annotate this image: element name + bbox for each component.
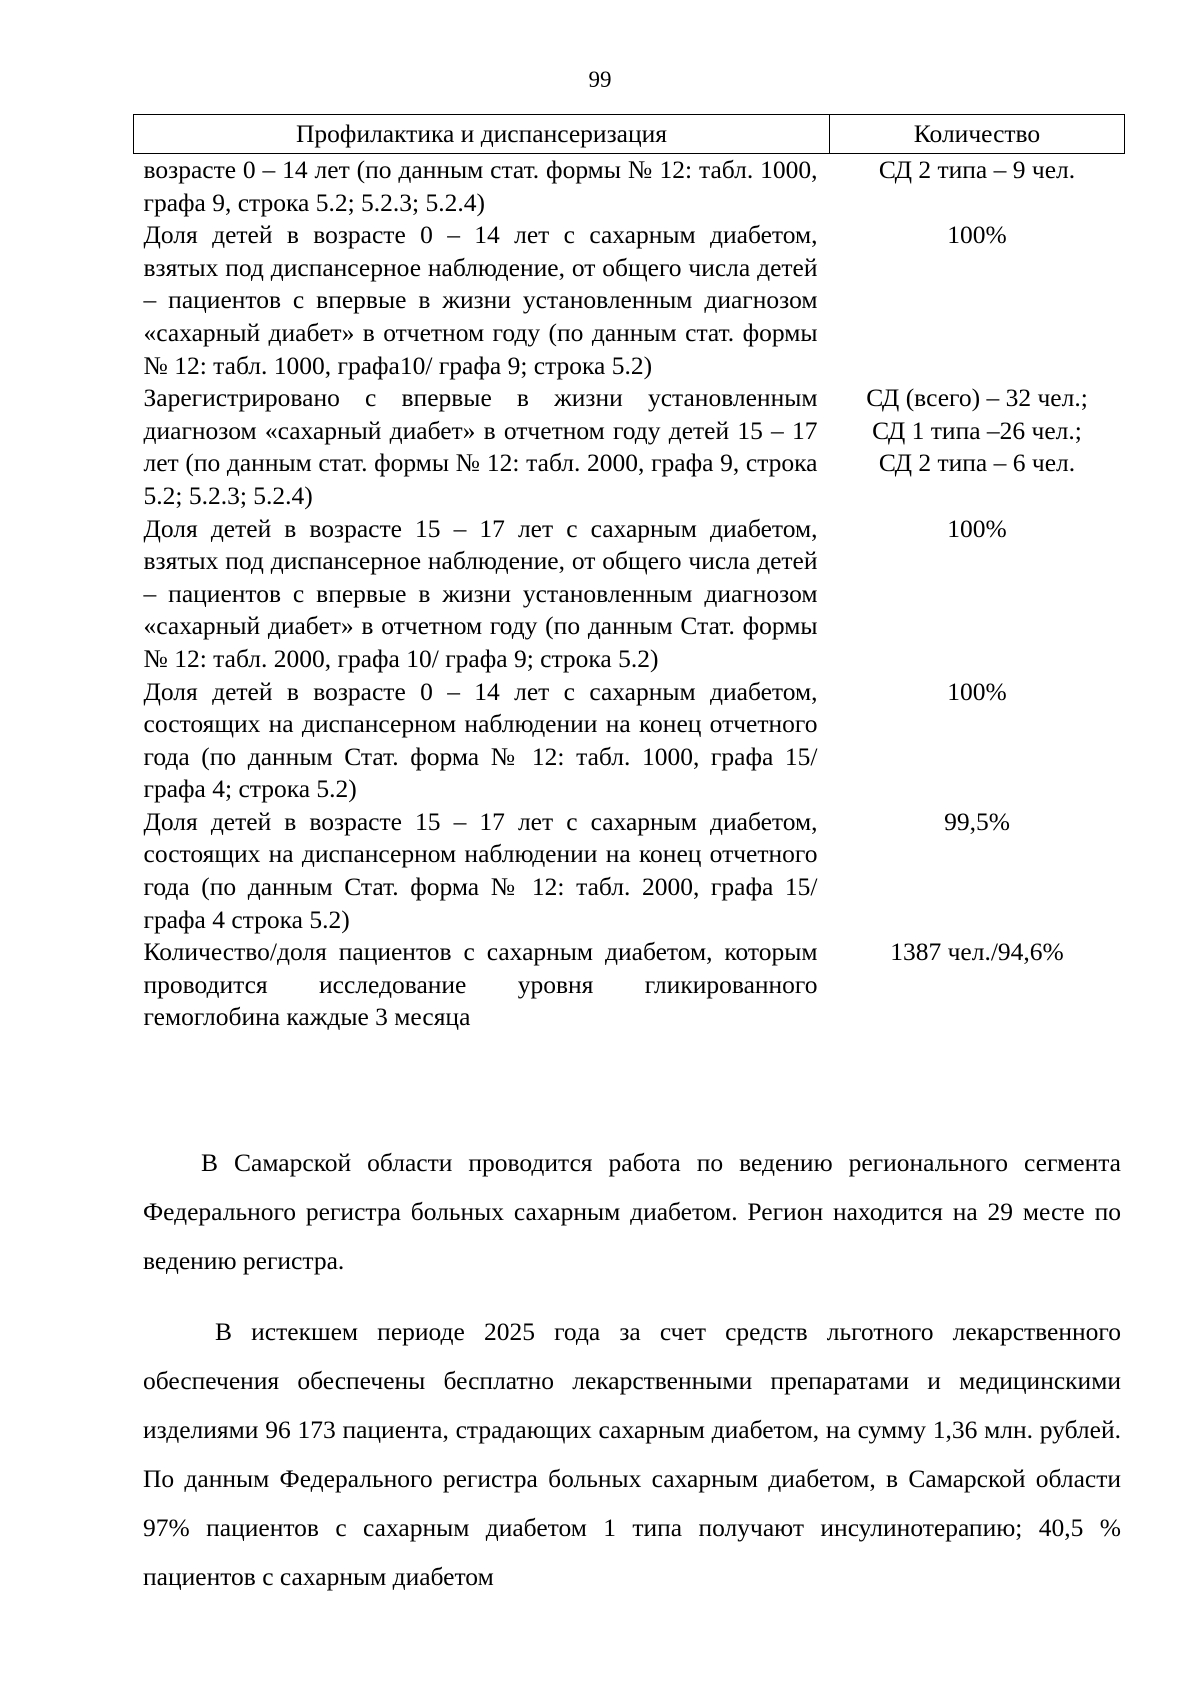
row-value-line: СД 2 типа – 9 чел. [878, 155, 1076, 184]
statistics-table [133, 114, 1125, 1034]
row-value [830, 806, 1125, 936]
row-value [830, 513, 1125, 676]
table-row [134, 382, 1125, 512]
column-header-prevention: Профилактика и диспансеризация [134, 115, 830, 154]
table-row [134, 806, 1125, 936]
row-value [830, 936, 1125, 1034]
row-value-line: 100% [947, 676, 1007, 706]
row-description: возрасте 0 – 14 лет (по данным стат. формы № 12: табл. 1000, графа 9, строка 5.2; 5.2.3; 5.2.4) [143, 155, 818, 217]
row-value [830, 154, 1125, 220]
row-description: Доля детей в возрасте 15 – 17 лет с сахарным диабетом, состоящих на диспансерном наблюдении на конец отчетного года (по данным Стат. форма № 12: табл. 2000, графа 15/графа 4 строка 5.2) [143, 806, 818, 934]
page-number: 99 [588, 67, 612, 92]
row-value [830, 219, 1125, 382]
table-row [134, 219, 1125, 382]
row-value-line: 1387 чел./94,6% [890, 937, 1064, 967]
row-value-line: 99,5% [944, 806, 1010, 836]
row-description: Доля детей в возрасте 0 – 14 лет с сахарным диабетом, взятых под диспансерное наблюдение, от общего числа детей – пациентов с впервые в жизни установленным диагнозом «сахарный диабет» в отчетном году (по данным стат. формы № 12: табл. 1000, графа10/ графа 9; строка 5.2) [143, 220, 818, 380]
table-row [134, 513, 1125, 676]
row-description: Доля детей в возрасте 15 – 17 лет с сахарным диабетом, взятых под диспансерное наблюдение, от общего числа детей – пациентов с впервые в жизни установленным диагнозом «сахарный диабет» в отчетном году (по данным Стат. формы № 12: табл. 2000, графа 10/ графа 9; строка 5.2) [143, 513, 818, 673]
table-row [134, 936, 1125, 1034]
row-value [830, 382, 1125, 512]
paragraph-diabetes-register: В Самарской области проводится работа по ведению регионального сегмента Федерального регистра больных сахарным диабетом. Регион находится на 29 месте по ведению регистра. [143, 1148, 1121, 1275]
paragraph-drug-provision: В истекшем периоде 2025 года за счет средств льготного лекарственного обеспечения обеспечены бесплатно лекарственными препаратами и медицинскими изделиями 96 173 пациента, страдающих сахарным диабетом, на сумму 1,36 млн. рублей. По данным Федерального регистра больных сахарным диабетом, в Самарской области 97% пациентов с сахарным диабетом 1 типа получают инсулинотерапию; 40,5 % пациентов с сахарным диабетом [143, 1317, 1121, 1591]
table-header-row [134, 115, 1125, 154]
body-text [143, 1138, 1121, 1623]
row-value-line: СД 1 типа –26 чел.; [872, 415, 1082, 445]
row-value-line: СД 2 типа – 6 чел. [878, 448, 1076, 478]
table-row [134, 154, 1125, 220]
row-description: Зарегистрировано с впервые в жизни установленным диагнозом «сахарный диабет» в отчетном году детей 15 – 17 лет (по данным стат. формы № 12: табл. 2000, графа 9, строка 5.2; 5.2.3; 5.2.4) [143, 383, 818, 510]
row-value-line: СД (всего) – 32 чел.; [866, 383, 1088, 413]
table-row [134, 676, 1125, 806]
row-value-line: 100% [947, 220, 1007, 250]
column-header-quantity: Количество [830, 115, 1125, 154]
row-description: Количество/доля пациентов с сахарным диабетом, которым проводится исследование уровня гликированного гемоглобина каждые 3 месяца [143, 937, 818, 1032]
row-value-line: 100% [947, 513, 1007, 543]
row-value [830, 676, 1125, 806]
row-description: Доля детей в возрасте 0 – 14 лет с сахарным диабетом, состоящих на диспансерном наблюдении на конец отчетного года (по данным Стат. форма № 12: табл. 1000, графа 15/графа 4; строка 5.2) [143, 676, 818, 804]
